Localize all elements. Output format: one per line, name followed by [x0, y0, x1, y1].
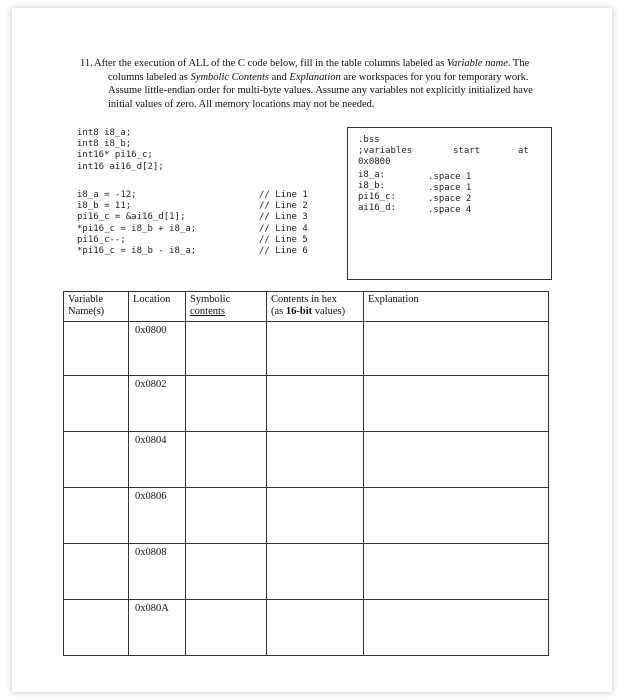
asm-bss: .bss	[358, 135, 380, 145]
location-cell: 0x080A	[129, 600, 186, 656]
asm-directive: .space 1	[428, 172, 472, 182]
variable-cell[interactable]	[64, 600, 129, 656]
asm-address: 0x0800	[358, 157, 391, 167]
variable-cell[interactable]	[64, 488, 129, 544]
table-row	[64, 600, 549, 656]
asm-name: i8_a:	[358, 170, 386, 180]
code-line: *pi16_c = i8_b + i8_a;	[77, 223, 197, 234]
code-line: i8_b = 11;	[77, 201, 132, 212]
asm-start: start	[453, 146, 481, 156]
variable-cell[interactable]	[64, 322, 129, 376]
code-line: i8_a = -12;	[77, 190, 137, 200]
code-line: pi16_c = &ai16_d[1];	[77, 212, 186, 223]
hex-cell[interactable]	[267, 488, 364, 544]
decl-line: int8 i8_b;	[77, 139, 132, 150]
variable-cell[interactable]	[64, 544, 129, 600]
assembly-box	[347, 127, 552, 280]
variable-cell[interactable]	[64, 376, 129, 432]
line-comments	[259, 190, 308, 257]
explanation-cell[interactable]	[364, 600, 549, 656]
location-cell: 0x0802	[129, 376, 186, 432]
decl-line: int8 i8_a;	[77, 128, 132, 138]
comment-line: // Line 2	[259, 201, 308, 212]
asm-name: pi16_c:	[358, 192, 396, 202]
explanation-cell[interactable]	[364, 488, 549, 544]
explanation-cell[interactable]	[364, 376, 549, 432]
comment-line: // Line 5	[259, 234, 308, 245]
table-row	[64, 322, 549, 376]
hex-cell[interactable]	[267, 544, 364, 600]
location-cell: 0x0808	[129, 544, 186, 600]
hex-cell[interactable]	[267, 322, 364, 376]
asm-name: ai16_d:	[358, 203, 396, 213]
table-row	[64, 376, 549, 432]
symbolic-cell[interactable]	[186, 322, 267, 376]
explanation-cell[interactable]	[364, 544, 549, 600]
location-cell: 0x0800	[129, 322, 186, 376]
question-number: 11.	[80, 58, 93, 69]
location-cell: 0x0804	[129, 432, 186, 488]
variable-cell[interactable]	[64, 432, 129, 488]
table-row	[64, 544, 549, 600]
decl-line: int16 ai16_d[2];	[77, 161, 164, 172]
code-line: pi16_c--;	[77, 234, 126, 245]
header-variable-name: Variable Name(s)	[64, 292, 129, 322]
hex-cell[interactable]	[267, 600, 364, 656]
symbolic-cell[interactable]	[186, 600, 267, 656]
comment-line: // Line 1	[259, 190, 308, 200]
asm-at: at	[518, 146, 529, 156]
table-row	[64, 432, 549, 488]
header-symbolic-contents: Symbolic contents	[186, 292, 267, 322]
asm-directive: .space 2	[428, 194, 472, 204]
asm-variables: ;variables	[358, 146, 413, 156]
symbolic-cell[interactable]	[186, 544, 267, 600]
symbolic-cell[interactable]	[186, 432, 267, 488]
symbolic-cell[interactable]	[186, 376, 267, 432]
c-statements	[77, 190, 196, 257]
explanation-cell[interactable]	[364, 322, 549, 376]
question-text: 11. After the execution of ALL of the C code below, fill in the table columns labeled as Variable name. The columns labeled as Symbolic Contents and Explanation are workspaces for you for temporary work. Assume little-endian order for multi-byte values. Assume any variables not explicitly initialized have initial values of zero. All memory locations may not be needed.	[80, 58, 533, 110]
asm-directive: .space 1	[428, 183, 472, 193]
asm-name: i8_b:	[358, 181, 386, 191]
comment-line: // Line 6	[259, 246, 308, 257]
table-row	[64, 488, 549, 544]
decl-line: int16* pi16_c;	[77, 150, 153, 161]
header-contents-hex: Contents in hex (as 16-bit values)	[267, 292, 364, 322]
code-line: *pi16_c = i8_b - i8_a;	[77, 246, 197, 257]
comment-line: // Line 4	[259, 223, 308, 234]
header-explanation: Explanation	[364, 292, 549, 322]
memory-table	[63, 291, 549, 656]
symbolic-cell[interactable]	[186, 488, 267, 544]
asm-directive: .space 4	[428, 205, 472, 215]
c-declarations	[77, 128, 164, 173]
explanation-cell[interactable]	[364, 432, 549, 488]
header-location: Location	[129, 292, 186, 322]
comment-line: // Line 3	[259, 212, 308, 223]
hex-cell[interactable]	[267, 376, 364, 432]
hex-cell[interactable]	[267, 432, 364, 488]
location-cell: 0x0806	[129, 488, 186, 544]
